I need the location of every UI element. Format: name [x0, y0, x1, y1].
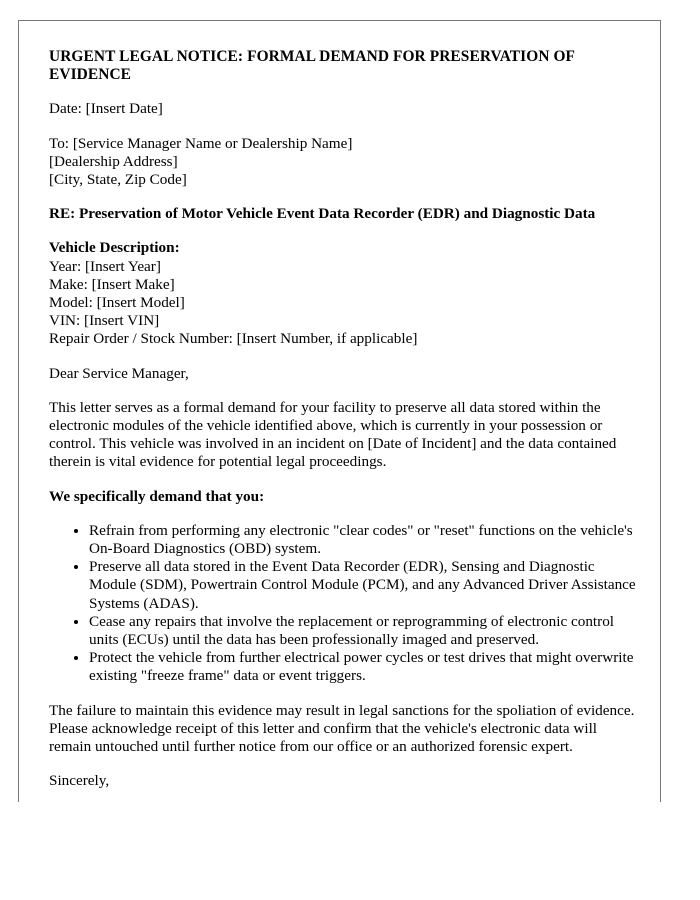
letter-date: Date: [Insert Date]: [49, 100, 163, 118]
vehicle-year: Year: [Insert Year]: [49, 257, 161, 275]
vehicle-description-heading: Vehicle Description:: [49, 239, 180, 257]
letter-title: URGENT LEGAL NOTICE: FORMAL DEMAND FOR PRESERVATION OF EVIDENCE: [49, 48, 575, 84]
vehicle-make: Make: [Insert Make]: [49, 275, 175, 293]
vehicle-vin: VIN: [Insert VIN]: [49, 312, 160, 330]
recipient-city-state-zip: [City, State, Zip Code]: [49, 171, 187, 189]
demand-item: • Preserve all data stored in the Event Data Recorder (EDR), Sensing and Diagnostic Module (SDM), Powertrain Control Module (PCM), and any Advanced Driver Assistance Systems (ADAS).: [89, 558, 639, 613]
demand-list: [49, 522, 639, 686]
salutation: Dear Service Manager,: [49, 364, 189, 382]
demand-item: • Protect the vehicle from further electrical power cycles or test drives that might overwrite existing "freeze frame" data or event triggers.: [89, 649, 639, 685]
demand-item: • Cease any repairs that involve the replacement or reprogramming of electronic control units (ECUs) until the data has been professionally imaged and preserved.: [89, 613, 639, 649]
letter-content: [49, 48, 639, 802]
demand-item: • Refrain from performing any electronic "clear codes" or "reset" functions on the vehicle's On-Board Diagnostics (OBD) system.: [89, 522, 639, 558]
intro-paragraph: This letter serves as a formal demand for your facility to preserve all data stored within the electronic modules of the vehicle identified above, which is currently in your possession or control. This vehicle was involved in an incident on [Date of Incident] and the data contained therein is vital evidence for potential legal proceedings.: [49, 398, 617, 471]
demand-heading: We specifically demand that you:: [49, 487, 265, 505]
vehicle-repair-order: Repair Order / Stock Number: [Insert Number, if applicable]: [49, 330, 418, 348]
vehicle-description: [49, 239, 639, 348]
letter-page: [18, 20, 661, 802]
vehicle-model: Model: [Insert Model]: [49, 294, 185, 312]
recipient-block: [49, 135, 639, 190]
closing-paragraph: The failure to maintain this evidence may result in legal sanctions for the spoliation of evidence. Please acknowledge receipt of this letter and confirm that the vehicle's electronic data will remain untouched until further notice from our office or an authorized forensic expert.: [49, 701, 635, 756]
recipient-name: To: [Service Manager Name or Dealership Name]: [49, 134, 353, 152]
signoff: Sincerely,: [49, 772, 110, 790]
subject-line: RE: Preservation of Motor Vehicle Event Data Recorder (EDR) and Diagnostic Data: [49, 205, 596, 223]
recipient-address: [Dealership Address]: [49, 152, 178, 170]
